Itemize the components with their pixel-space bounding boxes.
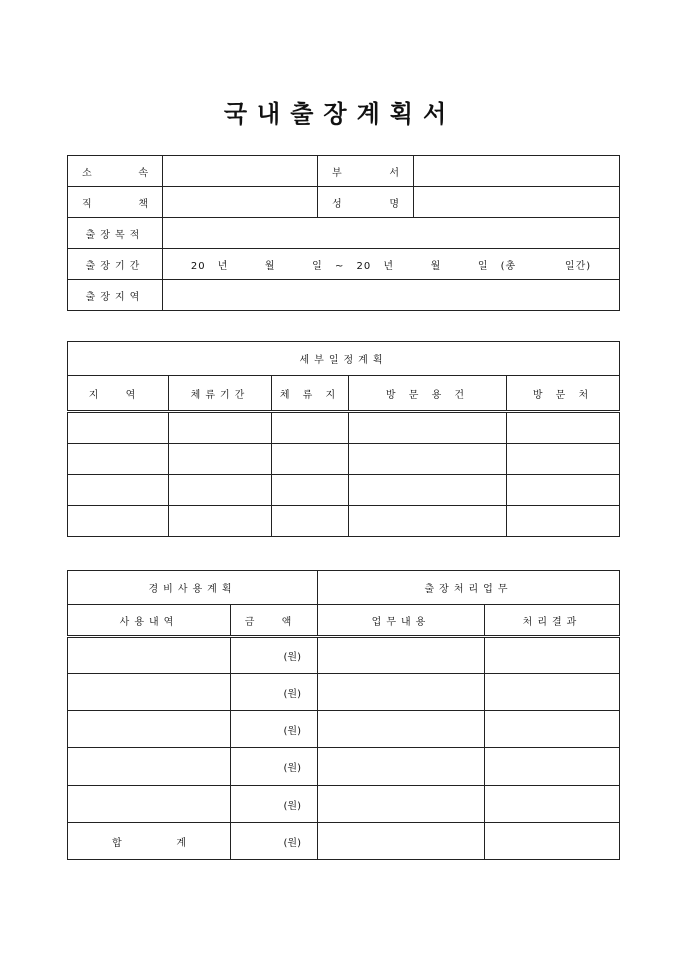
name-field[interactable] (414, 187, 620, 218)
period-field[interactable]: 20 년 월 일 ~ 20 년 월 일 (총 일간) (163, 249, 620, 280)
purpose-field[interactable] (163, 218, 620, 249)
schedule-cell[interactable] (349, 412, 507, 444)
table-row (68, 786, 620, 823)
task-result-cell[interactable] (485, 748, 620, 786)
table-row (68, 711, 620, 748)
task-result-cell[interactable] (485, 823, 620, 860)
expense-task-table (67, 570, 620, 860)
tasks-title: 출장처리업무 (318, 571, 620, 605)
task-content-cell[interactable] (318, 823, 485, 860)
schedule-title: 세부일정계획 (68, 342, 620, 376)
label-total: 합 계 (68, 823, 231, 860)
expense-title: 경비사용계획 (68, 571, 318, 605)
schedule-cell[interactable] (507, 506, 620, 537)
schedule-header-purpose: 방 문 용 건 (349, 376, 507, 412)
task-result-cell[interactable] (485, 786, 620, 823)
expense-header-amount: 금 액 (231, 605, 318, 637)
expense-amount-cell[interactable]: (원) (231, 711, 318, 748)
schedule-cell[interactable] (272, 444, 349, 475)
tasks-header-content: 업무내용 (318, 605, 485, 637)
table-row (68, 674, 620, 711)
expense-usage-cell[interactable] (68, 786, 231, 823)
schedule-cell[interactable] (68, 475, 169, 506)
schedule-cell[interactable] (169, 412, 272, 444)
expense-usage-cell[interactable] (68, 748, 231, 786)
table-row-total (68, 823, 620, 860)
task-result-cell[interactable] (485, 711, 620, 748)
schedule-cell[interactable] (272, 506, 349, 537)
label-position: 직 책 (68, 187, 163, 218)
label-purpose: 출장목적 (68, 218, 163, 249)
expense-amount-cell[interactable]: (원) (231, 748, 318, 786)
schedule-cell[interactable] (349, 506, 507, 537)
expense-usage-cell[interactable] (68, 637, 231, 674)
expense-usage-cell[interactable] (68, 711, 231, 748)
expense-amount-cell[interactable]: (원) (231, 674, 318, 711)
info-table (67, 155, 620, 311)
schedule-cell[interactable] (169, 444, 272, 475)
expense-usage-cell[interactable] (68, 674, 231, 711)
schedule-cell[interactable] (349, 475, 507, 506)
table-row (68, 412, 620, 444)
task-result-cell[interactable] (485, 637, 620, 674)
table-row (68, 637, 620, 674)
schedule-header-region: 지 역 (68, 376, 169, 412)
label-affiliation: 소 속 (68, 156, 163, 187)
schedule-cell[interactable] (507, 475, 620, 506)
department-field[interactable] (414, 156, 620, 187)
task-content-cell[interactable] (318, 748, 485, 786)
schedule-cell[interactable] (349, 444, 507, 475)
schedule-cell[interactable] (68, 506, 169, 537)
task-result-cell[interactable] (485, 674, 620, 711)
schedule-header-stay-period: 체류기간 (169, 376, 272, 412)
schedule-table (67, 341, 620, 537)
region-field[interactable] (163, 280, 620, 311)
label-department: 부 서 (318, 156, 414, 187)
task-content-cell[interactable] (318, 674, 485, 711)
expense-header-usage: 사용내역 (68, 605, 231, 637)
schedule-cell[interactable] (169, 475, 272, 506)
schedule-cell[interactable] (169, 506, 272, 537)
total-amount-cell[interactable]: (원) (231, 823, 318, 860)
label-region: 출장지역 (68, 280, 163, 311)
expense-amount-cell[interactable]: (원) (231, 786, 318, 823)
page-title: 국내출장계획서 (223, 100, 457, 128)
schedule-cell[interactable] (272, 412, 349, 444)
schedule-header-destination: 방 문 처 (507, 376, 620, 412)
schedule-cell[interactable] (507, 444, 620, 475)
expense-amount-cell[interactable]: (원) (231, 637, 318, 674)
task-content-cell[interactable] (318, 786, 485, 823)
affiliation-field[interactable] (163, 156, 318, 187)
schedule-header-stay-place: 체 류 지 (272, 376, 349, 412)
tasks-header-result: 처리결과 (485, 605, 620, 637)
table-row (68, 748, 620, 786)
table-row (68, 475, 620, 506)
schedule-cell[interactable] (507, 412, 620, 444)
task-content-cell[interactable] (318, 637, 485, 674)
schedule-cell[interactable] (68, 444, 169, 475)
table-row (68, 506, 620, 537)
label-period: 출장기간 (68, 249, 163, 280)
schedule-cell[interactable] (68, 412, 169, 444)
label-name: 성 명 (318, 187, 414, 218)
task-content-cell[interactable] (318, 711, 485, 748)
schedule-cell[interactable] (272, 475, 349, 506)
position-field[interactable] (163, 187, 318, 218)
table-row (68, 444, 620, 475)
